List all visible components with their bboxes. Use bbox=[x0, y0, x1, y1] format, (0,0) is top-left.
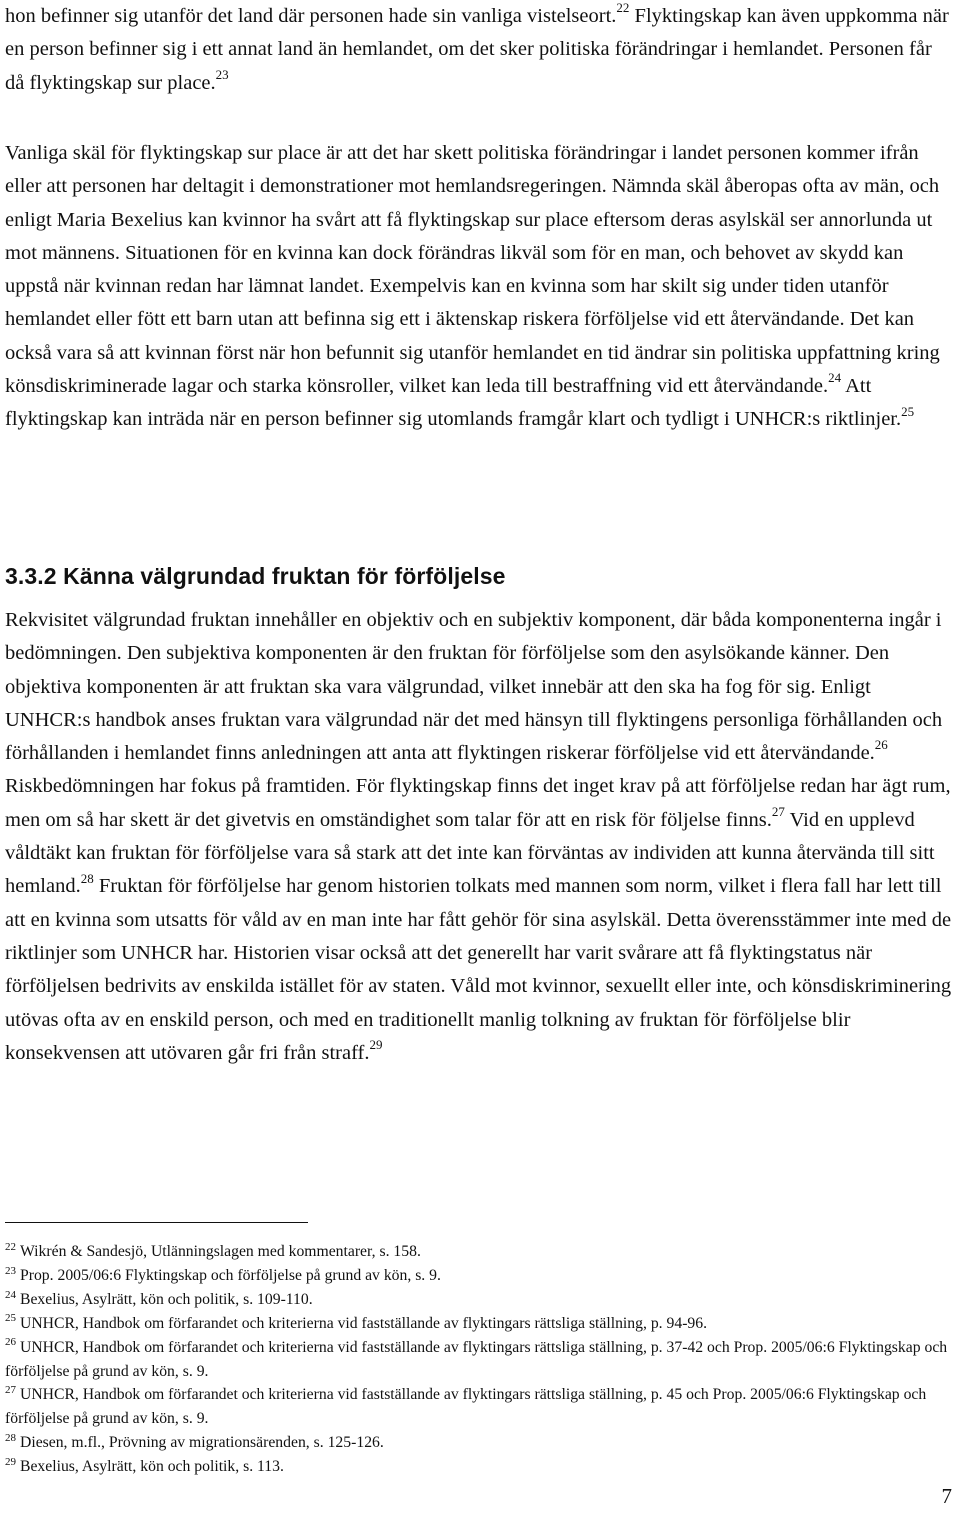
footnote-item bbox=[5, 1455, 955, 1479]
footnote-text: Bexelius, Asylrätt, kön och politik, s. 113. bbox=[20, 1458, 284, 1476]
footnote-reference[interactable]: 25 bbox=[901, 403, 915, 419]
paragraph-text: Flyktingskap kan även uppkomma när en person befinner sig i ett annat land än hemlandet, om det sker politiska förändringar i hemlandet. Personen får då flyktingskap sur place. bbox=[5, 5, 949, 94]
page-number: 7 bbox=[941, 1484, 952, 1508]
footnote-reference[interactable]: 22 bbox=[616, 0, 630, 16]
footnote-reference[interactable]: 27 bbox=[771, 803, 785, 819]
paragraph-text: Rekvisitet välgrundad fruktan innehåller en objektiv och en subjektiv komponent, där båda komponenterna ingår i bedömningen. Den subjektiva komponenten är den fruktan för förföljelse som den asylsökande känner. Den objektiva komponenten är att fruktan ska vara välgrundad, vilket innebär att den ska ha fog för sig. Enligt UNHCR:s handbok anses fruktan vara välgrundad när det med hänsyn till flyktingens personliga förhållanden och förhållanden i hemlandet finns anledningen att anta att flyktingen riskerar förföljelse vid ett återvändande. bbox=[5, 609, 943, 765]
footnote-item bbox=[5, 1264, 955, 1288]
body-paragraph-1 bbox=[5, 0, 955, 100]
footnote-number: 27 bbox=[5, 1384, 16, 1397]
footnote-reference[interactable]: 26 bbox=[874, 737, 888, 753]
footnote-number: 29 bbox=[5, 1455, 16, 1468]
footnote-reference[interactable]: 28 bbox=[80, 870, 94, 886]
footnote-separator bbox=[5, 1222, 308, 1223]
footnote-reference[interactable]: 24 bbox=[828, 370, 842, 386]
footnote-number: 22 bbox=[5, 1240, 16, 1253]
footnote-number: 23 bbox=[5, 1264, 16, 1277]
footnote-item bbox=[5, 1336, 955, 1384]
footnote-item bbox=[5, 1240, 955, 1264]
footnote-item bbox=[5, 1288, 955, 1312]
footnote-item bbox=[5, 1431, 955, 1455]
footnote-number: 25 bbox=[5, 1312, 16, 1325]
footnote-text: UNHCR, Handbok om förfarandet och kriterierna vid fastställande av flyktingars rättsliga ställning, p. 94-96. bbox=[20, 1314, 708, 1332]
footnote-item bbox=[5, 1383, 955, 1431]
paragraph-text: hon befinner sig utanför det land där personen hade sin vanliga vistelseort. bbox=[5, 5, 617, 27]
paragraph-text: Vid en upplevd våldtäkt kan fruktan för förföljelse vara så stark att det inte kan förväntas av individen att kunna återvända till sitt hemland. bbox=[5, 808, 935, 898]
body-paragraph-3 bbox=[5, 604, 955, 1070]
footnote-number: 26 bbox=[5, 1336, 16, 1349]
footnote-text: UNHCR, Handbok om förfarandet och kriterierna vid fastställande av flyktingars rättsliga ställning, p. 37-42 och Prop. 2005/06:6 Flyktingskap och förföljelse på grund av kön, s. 9. bbox=[5, 1338, 948, 1380]
footnote-number: 28 bbox=[5, 1432, 16, 1445]
footnote-number: 24 bbox=[5, 1288, 16, 1301]
footnote-list bbox=[5, 1240, 955, 1479]
footnote-text: Prop. 2005/06:6 Flyktingskap och förföljelse på grund av kön, s. 9. bbox=[20, 1266, 441, 1284]
footnote-text: Bexelius, Asylrätt, kön och politik, s. 109-110. bbox=[20, 1290, 313, 1308]
section-heading: 3.3.2 Känna välgrundad fruktan för förföljelse bbox=[5, 563, 506, 589]
footnote-text: UNHCR, Handbok om förfarandet och kriterierna vid fastställande av flyktingars rättsliga ställning, p. 45 och Prop. 2005/06:6 Flyktingskap och förföljelse på grund av kön, s. 9. bbox=[5, 1386, 927, 1428]
footnote-item bbox=[5, 1312, 955, 1336]
paragraph-text: Fruktan för förföljelse har genom historien tolkats med mannen som norm, vilket i flera fall har lett till att en kvinna som utsatts för våld av en man inte har fått gehör för sina asylskäl. Detta överensstämmer inte med de riktlinjer som UNHCR har. Historien visar också att det generellt har varit svårare att få flyktingstatus när förföljelsen bedrivits av enskilda istället för av staten. Våld mot kvinnor, sexuellt eller inte, och könsdiskriminering utövas ofta av en enskild person, och med en traditionellt manlig tolkning av fruktan för förföljelse blir konsekvensen att utövaren går fri från straff. bbox=[5, 875, 952, 1064]
paragraph-text: Riskbedömningen har fokus på framtiden. För flyktingskap finns det inget krav på att förföljelse redan har ägt rum, men om så har skett är det givetvis en omständighet som talar för att en risk för följelse finns. bbox=[5, 775, 951, 831]
footnote-reference[interactable]: 29 bbox=[369, 1037, 383, 1053]
footnote-text: Diesen, m.fl., Prövning av migrationsärenden, s. 125-126. bbox=[20, 1434, 384, 1452]
paragraph-text: Att flyktingskap kan inträda när en person befinner sig utomlands framgår klart och tydligt i UNHCR:s riktlinjer. bbox=[5, 375, 902, 431]
body-paragraph-2 bbox=[5, 137, 955, 437]
paragraph-text: Vanliga skäl för flyktingskap sur place är att det har skett politiska förändringar i landet personen kommer ifrån eller att personen har deltagit i demonstrationer mot hemlandsregeringen. Nämnda skäl åberopas ofta av män, och enligt Maria Bexelius kan kvinnor ha svårt att få flyktingskap sur place eftersom deras asylskäl ser annorlunda ut mot männens. Situationen för en kvinna kan dock förändras likväl som för en man, och behovet av skydd kan uppstå när kvinnan redan har lämnat landet. Exempelvis kan en kvinna som har skilt sig under tiden utanför hemlandet eller fött ett barn utan att befinna sig ett i äktenskap riskera förföljelse vid ett återvändande. Det kan också vara så att kvinnan först när hon befunnit sig utanför hemlandet en tid ändrar sin politiska uppfattning kring könsdiskriminerade lagar och starka könsroller, vilket kan leda till bestraffning vid ett återvändande. bbox=[5, 142, 940, 398]
footnote-text: Wikrén & Sandesjö, Utlänningslagen med kommentarer, s. 158. bbox=[20, 1243, 421, 1260]
footnote-reference[interactable]: 23 bbox=[215, 66, 229, 82]
